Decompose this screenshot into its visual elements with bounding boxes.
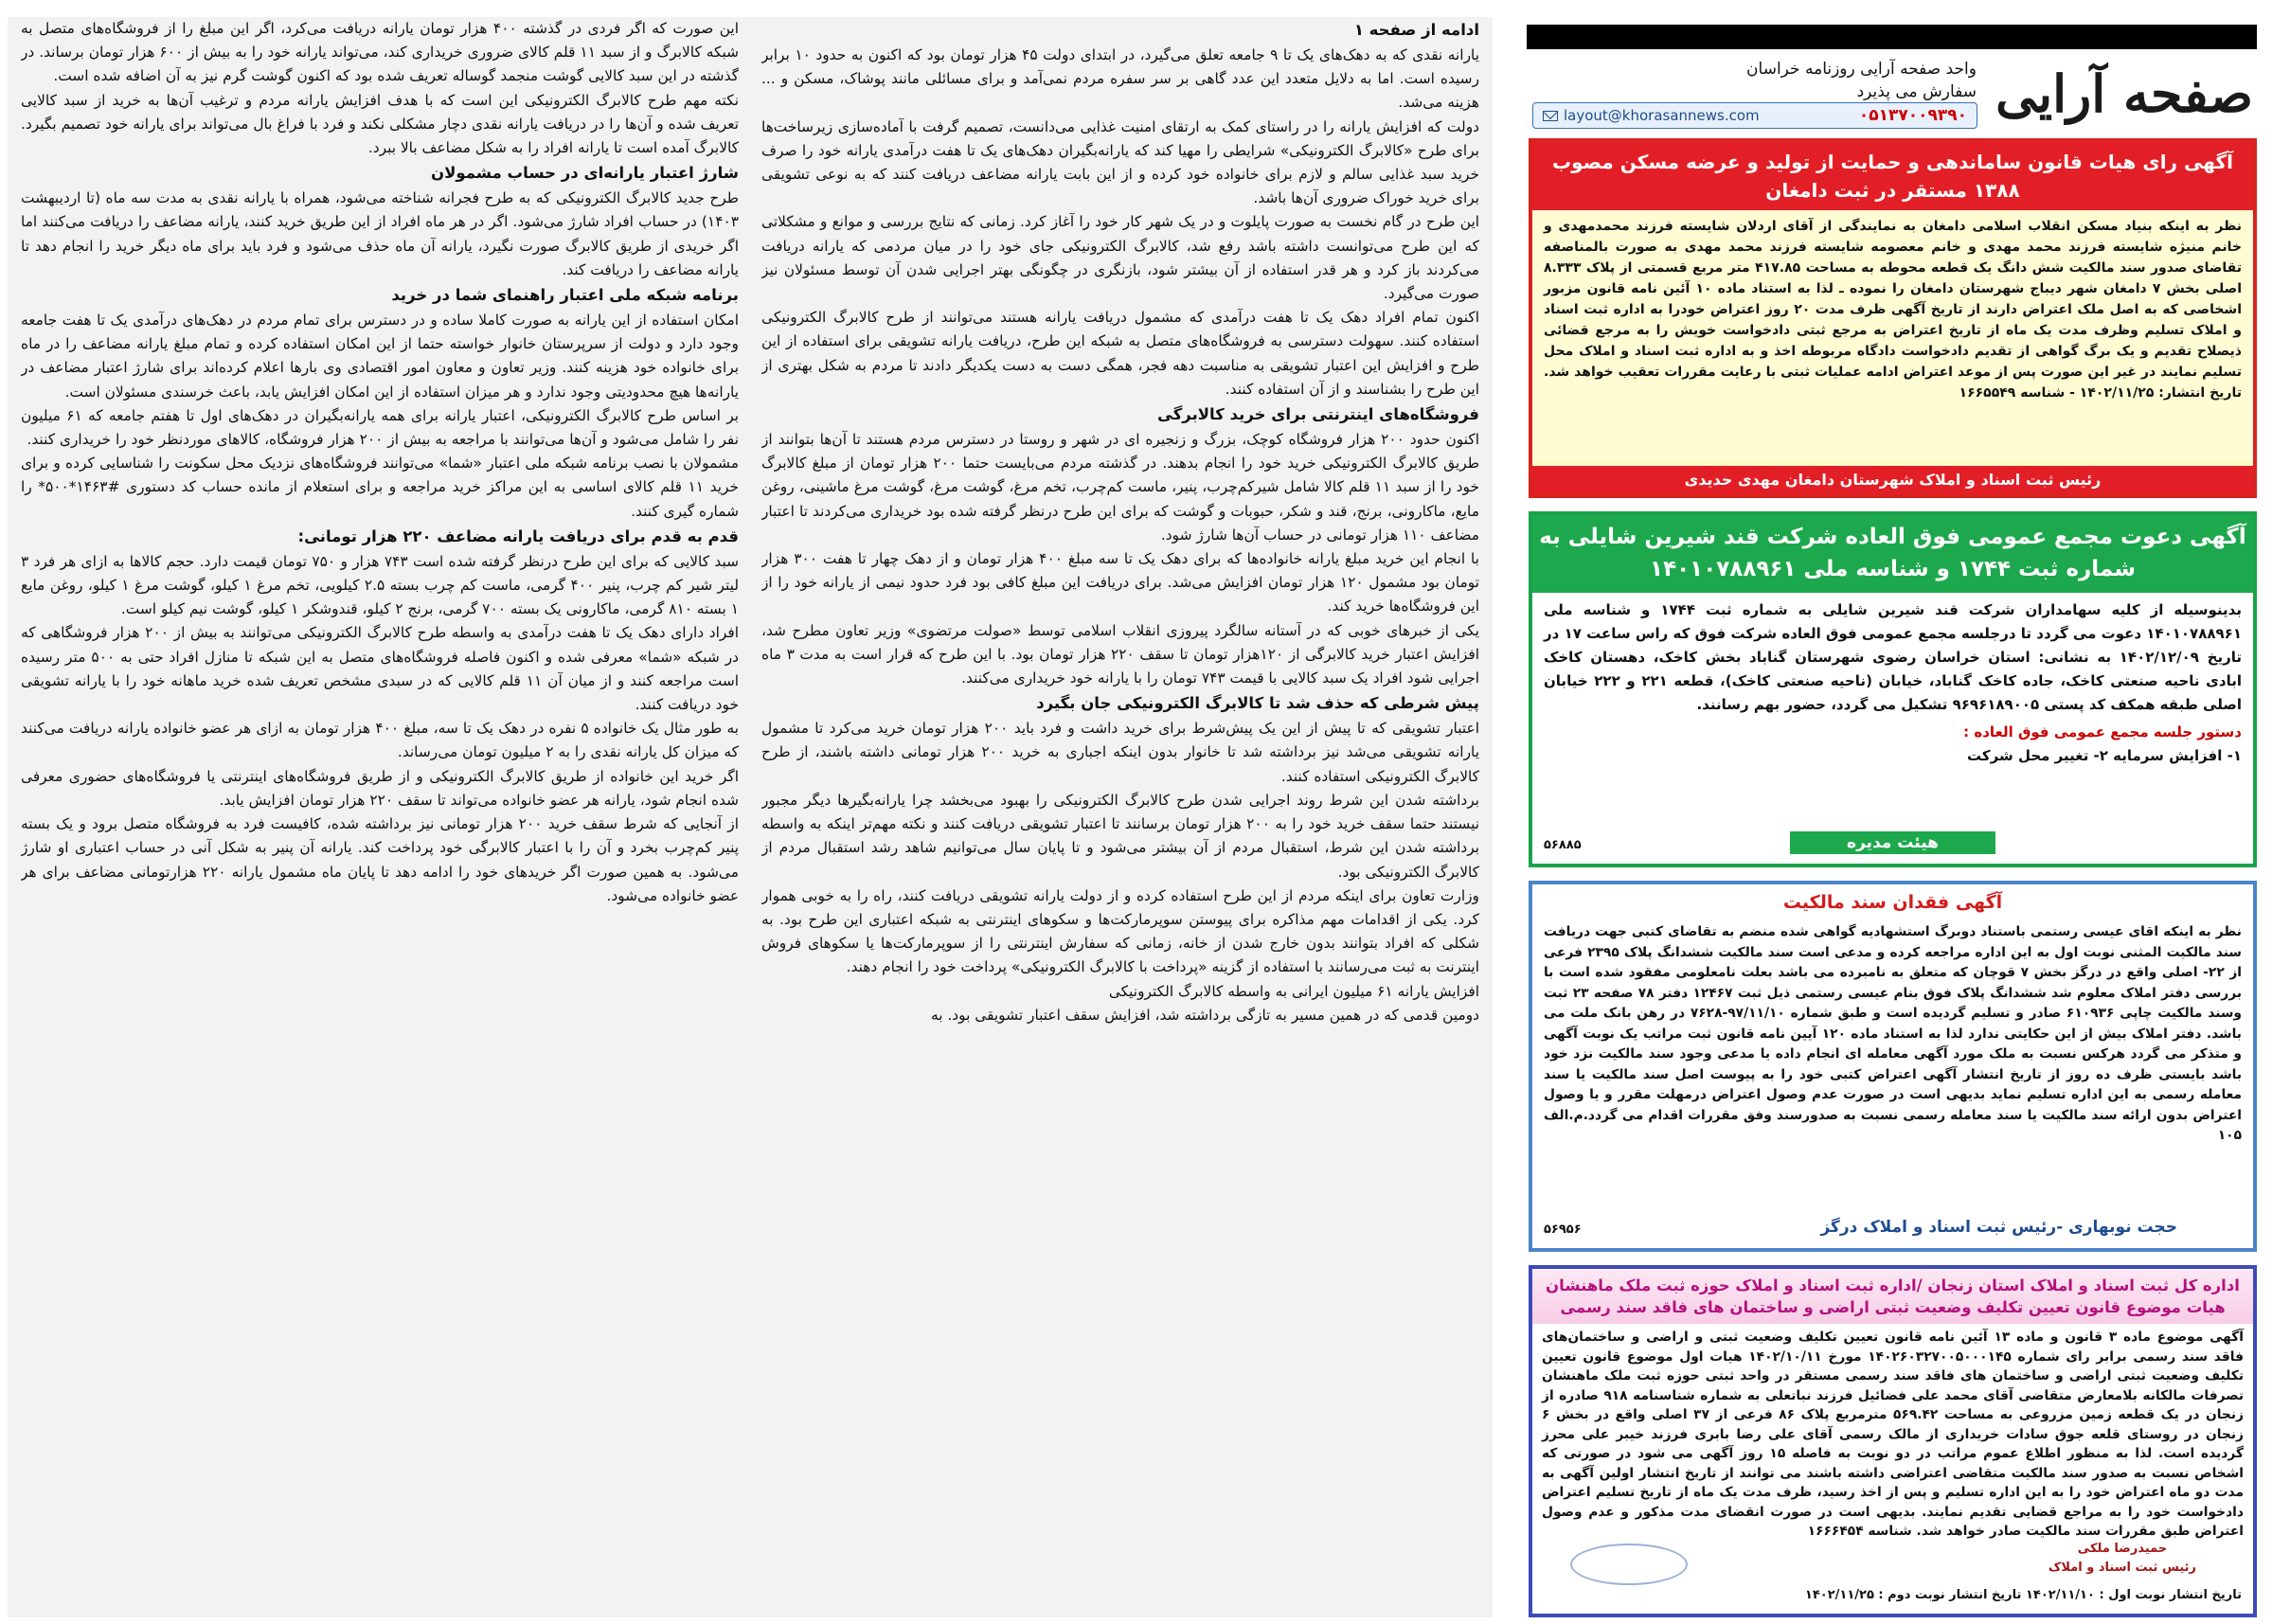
article-paragraph: افزایش یارانه ۶۱ میلیون ایرانی به واسطه کالابرگ الکترونیکی (1108, 982, 1479, 1000)
section-heading: برنامه شبکه ملی اعتبار راهنمای شما در خرید (391, 286, 739, 305)
ad-title: آگهی دعوت مجمع عمومی فوق العاده شرکت قند شیرین شایلی به شماره ثبت ۱۷۴۴ و شناسه ملی ۱۴۰۱۰۷۸۸۹۶۱ (1532, 515, 2253, 593)
signer-name: حمیدرضا ملکی (2077, 1542, 2168, 1556)
article-paragraph: اعتبار تشویقی که تا پیش از این یک پیش‌شرط برای خرید داشت و فرد باید ۲۰۰ هزار تومان خرید می‌کرد تا مشمول یارانه تشویقی می‌شد نیز برداشته شد تا خانوار بدون اینکه اجباری به خرید ۲۰۰ هزار تومانی داشته باشند، از طرح کالابرگ الکترونیکی استفاده کنند. (761, 720, 1479, 785)
article-paragraph: سبد کالایی که برای این طرح درنظر گرفته شده است ۷۴۳ هزار و ۷۵۰ تومان قیمت دارد. حجم کالاها به ازای هر فرد ۳ لیتر شیر کم چرب، پنیر ۴۰۰ گرمی، ماست کم چرب بسته ۲.۵ کیلویی، تخم مرغ ۱ کیلو، گوشت مرغ ۱ کیلو، روغن مایع ۱ بسته ۸۱۰ گرمی، ماکارونی یک بسته ۷۰۰ گرمی، برنج ۲ کیلو، قندوشکر ۱ کیلو، گوشت نیم کیلو است. (21, 552, 739, 618)
contact-box (1532, 102, 1977, 129)
article-paragraph: این طرح در گام نخست به صورت پایلوت و در یک شهر کار خود را آغاز کرد. زمانی که نتایج بررسی و موانع و مشکلاتی که این طرح می‌توانست داشته باشد رفع شد، کالابرگ الکترونیکی جای خود را در میان مردمی که یارانه دریافت می‌کردند باز کرد و هر قدر استفاده از آن بیشتر شود، بازنگری در چگونگی بهتر اجرایی شدن آن توسط مسئولان نیز صورت می‌گیرد. (761, 213, 1479, 303)
phone-number[interactable]: ۰۵۱۳۷۰۰۹۳۹۰ (1858, 106, 1967, 125)
ad-text: بدینوسیله از کلیه سهامداران شرکت قند شیرین شایلی به شماره ثبت ۱۷۴۴ و شناسه ملی ۱۴۰۱۰۷۸۸۹۶۱ دعوت می گردد تا درجلسه مجمع عمومی فوق العاده شرکت فوق که راس ساعت ۱۷ در تاریخ ۱۴۰۲/۱۲/۰۹ به نشانی: استان خراسان رضوی شهرستان گناباد بخش کاخک، دهستان کاخک ابادی ناحیه صنعتی کاخک، جاده کاخک گناباد، خیابان (ناحیه صنعتی کاخک)، قطعه ۲۲۱ و ۲۲۲ خیابان اصلی طبقه همکف کد پستی ۹۶۹۶۱۸۹۰۰۵ تشکیل می گردد، حضور بهم رسانند. (1544, 601, 2242, 713)
ad-code: ۵۶۸۸۵ (1544, 838, 1582, 852)
ad-body: آگهی موضوع ماده ۳ قانون و ماده ۱۳ آئین نامه قانون تعیین تکلیف وضعیت ثبتی و اراضی و ساختمان‌های فاقد سند رسمی برابر رای شماره ۱۴۰۲۶۰۳۲۷۰۰۵۰۰۰۱۴۵ مورخ ۱۴۰۲/۱۰/۱۱ هیات اول موضوع قانون تعیین تکلیف وضعیت ثبتی اراضی و ساختمان های فاقد سند رسمی مستقر در واحد ثبتی حوزه ثبت ملک ماهنشان تصرفات مالکانه بلامعارض متقاضی آقای محمد علی فضائیل فرزند نباتعلی به شماره شناسنامه ۹۱۸ صادره از زنجان در یک قطعه زمین مزروعی به مساحت ۵۶۹.۴۲ مترمربع پلاک ۸۶ فرعی از ۳۷ اصلی واقع در بخش ۶ زنجان در روستای قلعه جوق سادات خریداری از مالک رسمی آقای علی رضا بابری فرزند خیبر علی محرز گردیده است. لذا به منظور اطلاع عموم مراتب در دو نوبت به فاصله ۱۵ روز آگهی می شود در صورتی که اشخاص نسبت به صدور سند مالکیت متقاضی اعتراضی داشته باشند می توانند از تاریخ انتشار اولین آگهی به مدت دو ماه اعتراض خود را به این اداره تسلیم و پس از اخذ رسید، ظرف مدت یک ماه از تاریخ تسلیم اعتراض دادخواست خود را به مراجع قضایی تقدیم نمایند. بدیهی است در صورت انقضای مدت مذکور و عدم وصول اعتراض طبق مقررات سند مالکیت صادر خواهد شد. شناسه ۱۶۶۶۴۵۴ (1542, 1330, 2244, 1539)
section-heading: پیش شرطی که حذف شد تا کالابرگ الکترونیکی جان بگیرد (1036, 694, 1479, 713)
brand-unit: واحد صفحه آرایی روزنامه خراسان (1746, 60, 1977, 79)
article-paragraph: دومین قدمی که در همین مسیر به تازگی برداشته شد، افزایش سقف اعتبار تشویقی بود. به (930, 1006, 1479, 1024)
article-paragraph: وزارت تعاون برای اینکه مردم از این طرح استفاده کرده و از دولت یارانه تشویقی دریافت کنند، راه را به خوبی هموار کرد. یکی از اقدامات مهم مذاکره برای پیوستن سوپرمارکت‌ها و سکوهای اینترنتی به شبکه اعتباری این طرح بود. به شکلی که افراد بتوانند بدون خارج شدن از خانه، زمانی که سفارش اینترنتی را از سوپرمارکت‌ها یا سکوهای فروش اینترنت به ثبت می‌رسانند با استفاده از گزینه «پرداخت با کالابرگ الکترونیکی» پرداخت خود را انجام دهند. (761, 886, 1479, 976)
article-paragraph: افراد دارای دهک یک تا هفت درآمدی به واسطه طرح کالابرگ الکترونیکی می‌توانند به بیش از ۲۰۰ هزار فروشگاهی که در شبکه «شما» معرفی شده و اکنون فاصله فروشگاه‌های متصل به این شبکه تا منازل افراد حتی به ۵۰۰ متر رسیده است مراجعه کنند و از میان آن ۱۱ قلم کالایی که در سبدی مشخص تعریف شده خرید ماهانه خود را با یارانه تشویقی خود دریافت کنند. (21, 624, 739, 714)
publish-dates: تاریخ انتشار نوبت اول : ۱۴۰۲/۱۱/۱۰ تاریخ انتشار نوبت دوم : ۱۴۰۲/۱۱/۲۵ (1804, 1588, 2242, 1602)
ad-title: آگهی فقدان سند مالکیت (1782, 892, 2003, 913)
ad-signature: رئیس ثبت اسناد و املاک شهرستان دامغان مهدی حدیدی (1532, 466, 2253, 494)
ad-signature: حجت نوبهاری -رئیس ثبت اسناد و املاک درگز (1820, 1218, 2177, 1237)
envelope-icon (1543, 111, 1558, 121)
email-link[interactable] (1543, 107, 1760, 124)
article-paragraph: این صورت که اگر فردی در گذشته ۴۰۰ هزار تومان یارانه دریافت می‌کرد، اگر این مبلغ را از فروشگاه‌های متصل به شبکه کالابرگ و از سبد ۱۱ قلم کالای ضروری خریداری کند، می‌تواند یارانه خود را به بیش از ۶۰۰ هزار تومان برساند. در گذشته در این سبد کالایی گوشت منجمد گوساله تعریف شده بود که اکنون گوشت گرم نیز به آن اضافه شده است. (21, 20, 739, 85)
ad-housing-law (1529, 138, 2257, 498)
ad-sidebar (1523, 17, 2261, 1617)
section-heading: فروشگاه‌های اینترنتی برای خرید کالابرگی (1157, 405, 1479, 424)
brand-title: صفحه آرایی (1995, 63, 2253, 124)
agenda-title: دستور جلسه مجمع عمومی فوق العاده : (1963, 723, 2242, 741)
ad-lost-deed (1529, 881, 2257, 1252)
signer-title: رئیس ثبت اسناد و املاک (2048, 1561, 2196, 1575)
top-black-bar (1527, 25, 2257, 49)
agenda-items: ۱- افزایش سرمایه ۲- تغییر محل شرکت (1967, 747, 2242, 764)
ad-title: آگهی رای هیات قانون ساماندهی و حمایت از تولید و عرضه مسکن مصوب ۱۳۸۸ مستقر در ثبت دامغان (1532, 142, 2253, 210)
continued-label: ادامه از صفحه ۱ (1353, 21, 1479, 39)
ad-body (1532, 593, 2253, 807)
article-column-left (21, 17, 739, 1598)
ad-signature (1532, 831, 2253, 854)
article-paragraph: طرح جدید کالابرگ الکترونیکی که به طرح فجرانه شناخته می‌شود، همراه با یارانه نقدی به مدت سه ماه (تا اردیبهشت ۱۴۰۳) در حساب افراد شارژ می‌شود. اگر در هر ماه افراد از این طریق خرید کنند، یارانه مضاعف را دریافت می‌کنند اما اگر خریدی از طریق کالابرگ صورت نگیرد، یارانه آن ماه حذف می‌شود و فرد باید برای ماه دیگر خرید را انجام دهد تا یارانه مضاعف را دریافت کند. (21, 189, 739, 278)
article-column-right (761, 17, 1479, 1598)
article-paragraph: امکان استفاده از این یارانه به صورت کاملا ساده و در دسترس برای تمام مردم در دهک‌های درآمدی یک تا هفت جامعه وجود دارد و دولت از سرپرستان خانوار خواسته حتما از این امکان استفاده کرده و تمام مبلغ یارانه مضاعف را در ماه برای خانواده خود هزینه کنند. وزیر تعاون و معاون امور اقتصادی وی بارها اعلام کرده‌اند برای شارژ اعتبار مضاعف در یارانه‌ها هیچ محدودیتی وجود ندارد و هر میزان استفاده از این امکان افزایش یابد، باعث خرسندی مسئولان است. (21, 312, 739, 401)
article-paragraph: مشمولان با نصب برنامه شبکه ملی اعتبار «شما» می‌توانند فروشگاه‌های نزدیک محل سکونت را شناسایی کرده و برای خرید ۱۱ قلم کالای اساسی به این مراکز خرید مراجعه و برای استعلام از مانده حساب کد دستوری #۱۴۶۳*۵۰۰* را شماره گیری کنند. (21, 455, 739, 520)
ad-signature (2048, 1540, 2196, 1578)
stamp-seal (1570, 1544, 1688, 1585)
ad-body: نظر به اینکه اقای عیسی رستمی باستناد دوبرگ استشهادیه گواهی شده منضم به تقاضای کتبی جهت دریافت سند مالکیت المثنی نوبت اول به این اداره مراجعه کرده و مدعی است سند مالکیت ششدانگ پلاک ۲۳۹۵ فرعی از ۲۲- اصلی واقع در درگز بخش ۷ قوچان که متعلق به نامبرده می باشد بعلت نامعلومی مفقود شده است با بررسی دفتر املاک معلوم شد ششدانگ پلاک فوق بنام عیسی رستمی ذیل ثبت ۱۲۴۶۷ دفتر ۷۸ صفحه ۲۳ ثبت وسند مالکیت چاپی ۶۱۰۹۳۶ صادر و تسلیم گردیده است و طبق شماره ۹۷/۱۱/۱۰-۷۶۲۸ در رهن بانک ملت می باشد. دفتر املاک بیش از این حکایتی ندارد لذا به استناد ماده ۱۲۰ آیین نامه قانون ثبت مراتب یک نوبت آگهی و متذکر می گردد هرکس نسبت به ملک مورد آگهی معامله ای انجام داده یا مدعی وجود سند مالکیت نزد خود باشد بایستی ظرف ده روز از تاریخ انتشار آگهی اعتراض کتبی خود را به پیوست اصل سند مالکیت یا سند معامله رسمی به این اداره تسلیم نماید بدیهی است در صورت عدم وصول اعتراض درمهلت مقرر و یا وصول اعتراض بدون ارائه سند مالکیت یا سند معامله رسمی نسبت به صدورسند وفق مقررات اقدام می گردد.م.الف ۱۰۵ (1544, 924, 2243, 1143)
article-paragraph: دولت که افزایش یارانه را در راستای کمک به ارتقای امنیت غذایی می‌دانست، تصمیم گرفت با آماده‌سازی زیرساخت‌ها برای طرح «کالابرگ الکترونیکی» شرایطی را مهیا کند که یارانه‌بگیران دهک‌های یک تا هفت درآمدی یارانه خود را صرف خرید سبد غذایی سالم و لازم برای خانواده خود کرده و از این بابت یارانه مضاعف دریافت کنند که به نوعی تشویقی برای خرید خوراک ضروری آن‌ها باشد. (761, 117, 1479, 207)
ad-code: ۵۶۹۵۶ (1544, 1222, 1582, 1237)
section-heading: شارژ اعتبار یارانه‌ای در حساب مشمولان (431, 164, 739, 183)
ad-title: اداره کل ثبت اسناد و املاک استان زنجان /اداره ثبت اسناد و املاک حوزه ثبت ملک ماهنشان هیات موضوع قانون تعیین تکلیف وضعیت ثبتی اراضی و ساختمان های فاقد سند رسمی (1532, 1269, 2253, 1324)
section-heading: قدم به قدم برای دریافت یارانه مضاعف ۲۲۰ هزار تومانی: (297, 526, 739, 545)
board-label: هیئت مدیره (1790, 831, 1995, 854)
ad-shareholders-meeting (1529, 511, 2257, 867)
email-text: layout@khorasannews.com (1564, 107, 1760, 124)
brand-accepts: سفارش می پذیرد (1856, 82, 1977, 101)
article-paragraph: با انجام این خرید مبلغ یارانه خانواده‌ها که برای دهک یک تا سه مبلغ ۴۰۰ هزار تومان و از دهک چهار تا هفت ۳۰۰ هزار تومان بود مشمول ۱۲۰ هزار تومان افزایش می‌شد. برای دریافت این مبلغ کافی بود فرد حدود نیمی از یارانه خود را از این فروشگاه‌ها خرید کند. (761, 550, 1479, 616)
article-block (8, 17, 1493, 1617)
article-paragraph: از آنجایی که شرط سقف خرید ۲۰۰ هزار تومانی نیز برداشته شده، کافیست فرد به فروشگاه متصل برود و یک بسته پنیر کم‌چرب بخرد و آن را با اعتبار کالابرگی خود پرداخت کند. یارانه آن پنیر به شکل آنی در حساب اعتباری او شارژ می‌شود. به همین صورت اگر خریدهای خود را ادامه دهد تا پایان ماه مشمول یارانه ۲۲۰ هزارتومانی مضاعف برای هر عضو خانواده می‌شود. (21, 815, 739, 904)
ad-zanjan-registry (1529, 1265, 2257, 1617)
article-paragraph: برداشته شدن این شرط روند اجرایی شدن طرح کالابرگ الکترونیکی را بهبود می‌بخشد چرا یارانه‌بگیرها دیگر مجبور نیستند حتما سقف خرید خود را به ۲۰۰ هزار تومان برسانند تا اعتبار تشویقی دریافت کنند و نکته مهم‌تر اینکه به واسطه برداشته شدن این شرط، استقبال مردم از آن بیشتر می‌شود و تا پایان سال می‌توانیم شاهد رشد استقبال مردم از کالابرگ الکترونیکی بود. (761, 791, 1479, 881)
article-paragraph: یکی از خبرهای خوبی که در آستانه سالگرد پیروزی انقلاب اسلامی توسط «صولت مرتضوی» وزیر تعاون مطرح شد، افزایش اعتبار خرید کالابرگی از ۱۲۰هزار تومان تا سقف ۲۲۰ هزار تومان بود. با این طرح که قرار است به مدت ۳ ماه اجرایی شود افراد یک سبد کالایی با قیمت ۷۴۳ تومان را با یارانه خود خریداری می‌کنند. (761, 621, 1479, 687)
article-paragraph: اکنون تمام افراد دهک یک تا هفت درآمدی که مشمول دریافت یارانه هستند می‌توانند از طرح کالابرگ الکترونیکی استفاده کنند. سهولت دسترسی به فروشگاه‌های متصل به شبکه این طرح، دریافت یارانه تشویقی برای استفاده از این طرح و افزایش این اعتبار تشویقی به مناسبت دهه فجر، همگی دست به دست یکدیگر دادند تا مردم به شکل بهتری از این طرح را بشناسند و از آن استفاده کنند. (761, 309, 1479, 398)
article-paragraph: به طور مثال یک خانواده ۵ نفره در دهک یک تا سه، مبلغ ۴۰۰ هزار تومان به ازای هر عضو خانواده یارانه دریافت می‌کنند که میزان کل یارانه نقدی را به ۲ میلیون تومان می‌رساند. (21, 720, 739, 761)
article-paragraph: یارانه نقدی که به دهک‌های یک تا ۹ جامعه تعلق می‌گیرد، در ابتدای دولت ۴۵ هزار تومان بود که اکنون به حدود ۱۰ برابر رسیده است. اما به دلایل متعدد این عدد گاهی بر سر سفره مردم نمی‌آمد و برای مسائلی مانند پوشاک، مسکن و ... هزینه می‌شد. (761, 46, 1479, 112)
article-paragraph: اکنون حدود ۲۰۰ هزار فروشگاه کوچک، بزرگ و زنجیره ای در شهر و روستا در دسترس مردم هستند تا آن‌ها بتوانند از طریق کالابرگ الکترونیکی خرید خود را انجام بدهند. در گذشته مردم می‌بایست حتما ۲۰۰ هزار تومان از مبلغ کالابرگ خود را از سبد ۱۱ قلم کالا شامل شیرکم‌چرب، پنیر، ماست کم‌چرب، تخم مرغ، گوشت مرغ، گوشت مرغ ماشینی، روغن مایع، ماکارونی، برنج، قند و شکر، حبوبات و گوشت که برای این طرح درنظر گرفته شده بود خریداری می‌کردند تا اعتبار مضاعف ۱۱۰ هزار تومانی در حساب آن‌ها شارژ شود. (761, 431, 1479, 544)
article-paragraph: نکته مهم طرح کالابرگ الکترونیکی این است که با هدف افزایش یارانه مردم و ترغیب آن‌ها به خرید از سبد کالایی تعریف شده و آن‌ها را در دریافت یارانه نقدی دچار مشکلی نکند و فرد با فراغ بال می‌تواند برای یارانه خود تصمیم بگیرد. کالابرگ آمده است تا یارانه افراد را به شکل مضاعف بالا ببرد. (21, 91, 739, 157)
article-paragraph: بر اساس طرح کالابرگ الکترونیکی، اعتبار یارانه برای همه یارانه‌بگیران در دهک‌های اول تا هفتم جامعه که ۶۱ میلیون نفر را شامل می‌شود و آن‌ها می‌توانند با مراجعه به بیش از ۲۰۰ هزار فروشگاه، کالاهای موردنظر خود را خریداری کنند. (21, 406, 739, 449)
article-paragraph: اگر خرید این خانواده از طریق کالابرگ الکترونیکی و از طریق فروشگاه‌های اینترنتی یا فروشگاه‌های حضوری معرفی شده انجام شود، یارانه هر عضو خانواده می‌تواند تا سقف ۲۲۰ هزار تومان افزایش یابد. (21, 767, 739, 809)
ad-body: نظر به اینکه بنیاد مسکن انقلاب اسلامی دامغان به نمایندگی از آقای اردلان شایسته فرزند محمدمهدی و خانم منیژه شایسته فرزند محمد مهدی و خانم معصومه شایسته فرزند محمد مهدی به صورت بالمناصفه تقاضای صدور سند مالکیت شش دانگ یک قطعه محوطه به مساحت ۴۱۷.۸۵ متر مربع قسمتی از پلاک ۸.۳۳۳ اصلی بخش ۷ دامغان شهر دیباج شهرستان دامغان را نموده ـ لذا به استناد ماده ۱۰ آئین نامه قانون مزبور اشخاصی که به اصل ملک اعتراض دارند از تاریخ آگهی ظرف مدت ۲۰ روز اعتراض خودرا به اداره ثبت اسناد و املاک تسلیم وظرف مدت یک ماه از تاریخ اعتراض به مرجع ثبتی دادخواست خویش را به مرجع قضائی ذیصلاح تقدیم و یک برگ گواهی از تقدیم دادخواست دادگاه مربوطه اخذ و به اداره ثبت اسناد و املاک محل تسلیم نمایند در غیر این صورت پس از موعد اعتراض ادامه عملیات ثبتی با رعایت مقررات تعقیب خواهد شد. تاریخ انتشار: ۱۴۰۲/۱۱/۲۵ - شناسه ۱۶۶۵۵۴۹ (1532, 210, 2253, 460)
